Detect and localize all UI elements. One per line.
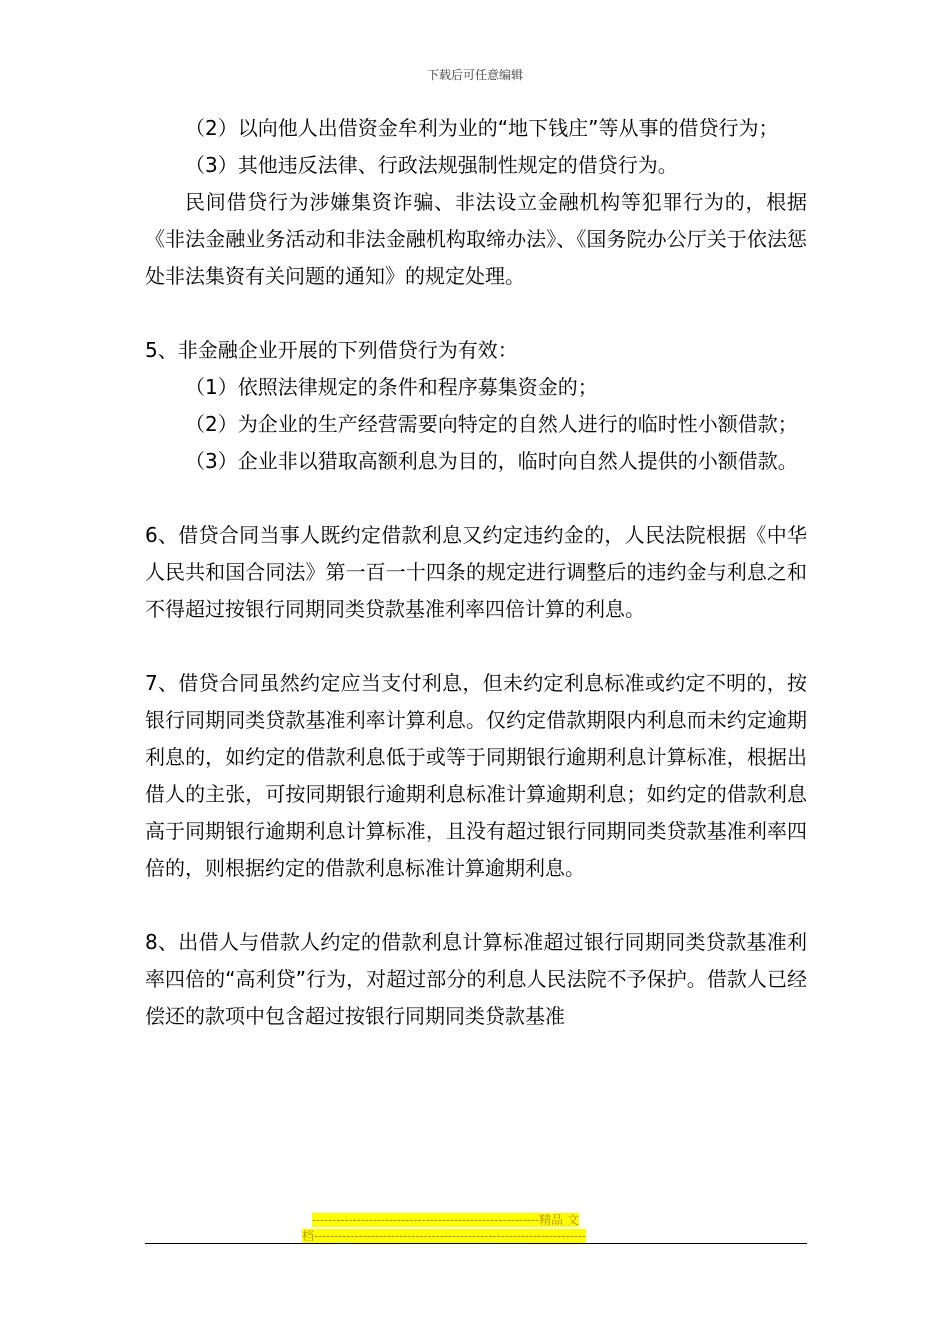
paragraph-item-2: （2）以向他人出借资金牟利为业的“地下钱庄”等从事的借贷行为； <box>185 116 779 140</box>
footer-line-2: 档------------------------------------------------------------------- <box>302 1229 586 1243</box>
paragraph-item-3: （3）其他违反法律、行政法规强制性规定的借贷行为。 <box>185 153 678 177</box>
section-5-item-1: （1）依照法律规定的条件和程序募集资金的； <box>185 375 598 399</box>
page-header: 下载后可任意编辑 <box>426 68 523 82</box>
footer-watermark <box>302 1212 652 1244</box>
paragraph-illegal-fundraising: 民间借贷行为涉嫌集资诈骗、非法设立金融机构等犯罪行为的，根据《非法金融业务活动和非法金融机构取缔办法》、《国务院办公厅关于依法惩处非法集资有关问题的通知》的规定处理。 <box>145 190 807 288</box>
paragraph-gap <box>145 887 807 924</box>
paragraph-gap <box>145 480 807 517</box>
paragraph-gap <box>145 628 807 665</box>
section-5-item-2: （2）为企业的生产经营需要向特定的自然人进行的临时性小额借款； <box>185 412 798 436</box>
section-5-item-3: （3）企业非以猎取高额利息为目的，临时向自然人提供的小额借款。 <box>185 449 798 473</box>
section-7: 7、借贷合同虽然约定应当支付利息，但未约定利息标准或约定不明的，按银行同期同类贷款基准利率计算利息。仅约定借款期限内利息而未约定逾期利息的，如约定的借款利息低于或等于同期银行逾期利息计算标准，根据出借人的主张，可按同期银行逾期利息标准计算逾期利息；如约定的借款利息高于同期银行逾期利息计算标准，且没有超过银行同期同类贷款基准利率四倍的，则根据约定的借款利息标准计算逾期利息。 <box>145 671 807 880</box>
document-body <box>145 110 807 1035</box>
footer-line-1: --------------------------------------------------------精品 文 <box>312 1213 579 1227</box>
footer-divider <box>145 1243 807 1244</box>
section-5-heading: 5、非金融企业开展的下列借贷行为有效： <box>145 338 518 362</box>
section-8: 8、出借人与借款人约定的借款利息计算标准超过银行同期同类贷款基准利率四倍的“高利贷”行为，对超过部分的利息人民法院不予保护。借款人已经偿还的款项中包含超过按银行同期同类贷款基准 <box>145 930 807 1028</box>
section-6: 6、借贷合同当事人既约定借款利息又约定违约金的，人民法院根据《中华人民共和国合同法》第一百一十四条的规定进行调整后的违约金与利息之和不得超过按银行同期同类贷款基准利率四倍计算的利息。 <box>145 523 807 621</box>
paragraph-gap <box>145 295 807 332</box>
